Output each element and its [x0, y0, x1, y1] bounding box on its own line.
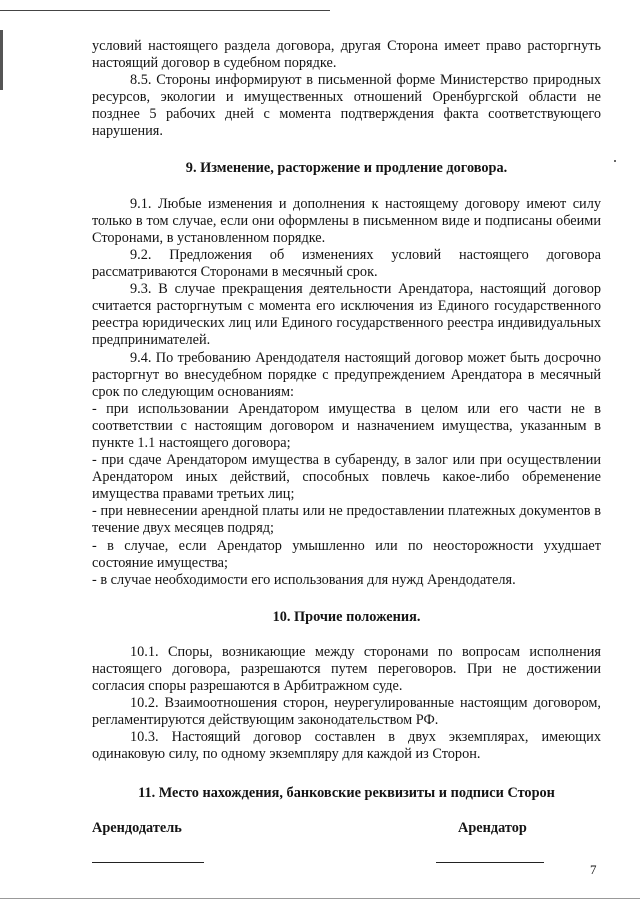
scan-speck — [614, 160, 616, 162]
section9-heading: 9. Изменение, расторжение и продление договора. — [185, 159, 508, 176]
clause-10-3: 10.3. Настоящий договор составлен в двух экземплярах, имеющих одинаковую силу, по одному экземпляру для каждой из Сторон. — [92, 729, 601, 763]
scan-edge-mark — [0, 30, 3, 90]
clause-9-1: 9.1. Любые изменения и дополнения к настоящему договору имеют силу только в том случае, если они оформлены в письменном виде и подписаны обеими Сторонами, в установленном порядке. — [92, 195, 601, 246]
signature-block — [92, 820, 601, 880]
list-item: - при невнесении арендной платы или не предоставлении платежных документов в течение двух месяцев подряд; — [92, 503, 601, 537]
tenant-signature-line — [436, 862, 544, 863]
clause-10-2: 10.2. Взаимоотношения сторон, неурегулированные настоящим договором, регламентируются действующим законодательством РФ. — [92, 695, 601, 729]
page-number: 7 — [590, 862, 597, 877]
scan-edge-line-bottom — [0, 898, 640, 899]
list-item: - при сдаче Арендатором имущества в субаренду, в залог или при осуществлении Арендатором иных действий, способных повлечь какое-либо обременение имущества правами третьих лиц; — [92, 452, 601, 503]
scan-edge-line — [0, 10, 330, 11]
landlord-signature-line — [92, 862, 204, 863]
clause-9-3: 9.3. В случае прекращения деятельности Арендатора, настоящий договор считается расторгнутым с момента его исключения из Единого государственного реестра юридических лиц или Единого государственного реестра индивидуальных предпринимателей. — [92, 281, 601, 349]
list-item: - в случае, если Арендатор умышленно или по неосторожности ухудшает состояние имущества; — [92, 537, 601, 571]
tenant-label: Арендатор — [458, 819, 527, 836]
document-body — [92, 38, 601, 880]
clause-9-4: 9.4. По требованию Арендодателя настоящий договор может быть досрочно расторгнут во внесудебном порядке с предупреждением Арендатора в месячный срок по следующим основаниям: — [92, 349, 601, 400]
section11-heading: 11. Место нахождения, банковские реквизиты и подписи Сторон — [138, 784, 555, 801]
list-item: - при использовании Арендатором имущества в целом или его части не в соответствии с настоящим договором и назначением имущества, указанным в пункте 1.1 настоящего договора; — [92, 400, 601, 451]
clause-10-1: 10.1. Споры, возникающие между сторонами по вопросам исполнения настоящего договора, разрешаются путем переговоров. При не достижении согласия споры разрешаются в Арбитражном суде. — [92, 643, 601, 695]
section10-heading: 10. Прочие положения. — [272, 608, 421, 625]
landlord-label: Арендодатель — [92, 819, 182, 836]
clause-8-5: 8.5. Стороны информируют в письменной форме Министерство природных ресурсов, экологии и имущественных отношений Оренбургской области не позднее 5 рабочих дней с момента подтверждения факта соответствующего нарушения. — [92, 72, 601, 140]
section8-continuation: условий настоящего раздела договора, другая Сторона имеет право расторгнуть настоящий договор в судебном порядке. — [92, 38, 601, 72]
clause-9-2: 9.2. Предложения об изменениях условий настоящего договора рассматриваются Сторонами в месячный срок. — [92, 246, 601, 281]
list-item: - в случае необходимости его использования для нужд Арендодателя. — [92, 571, 516, 588]
